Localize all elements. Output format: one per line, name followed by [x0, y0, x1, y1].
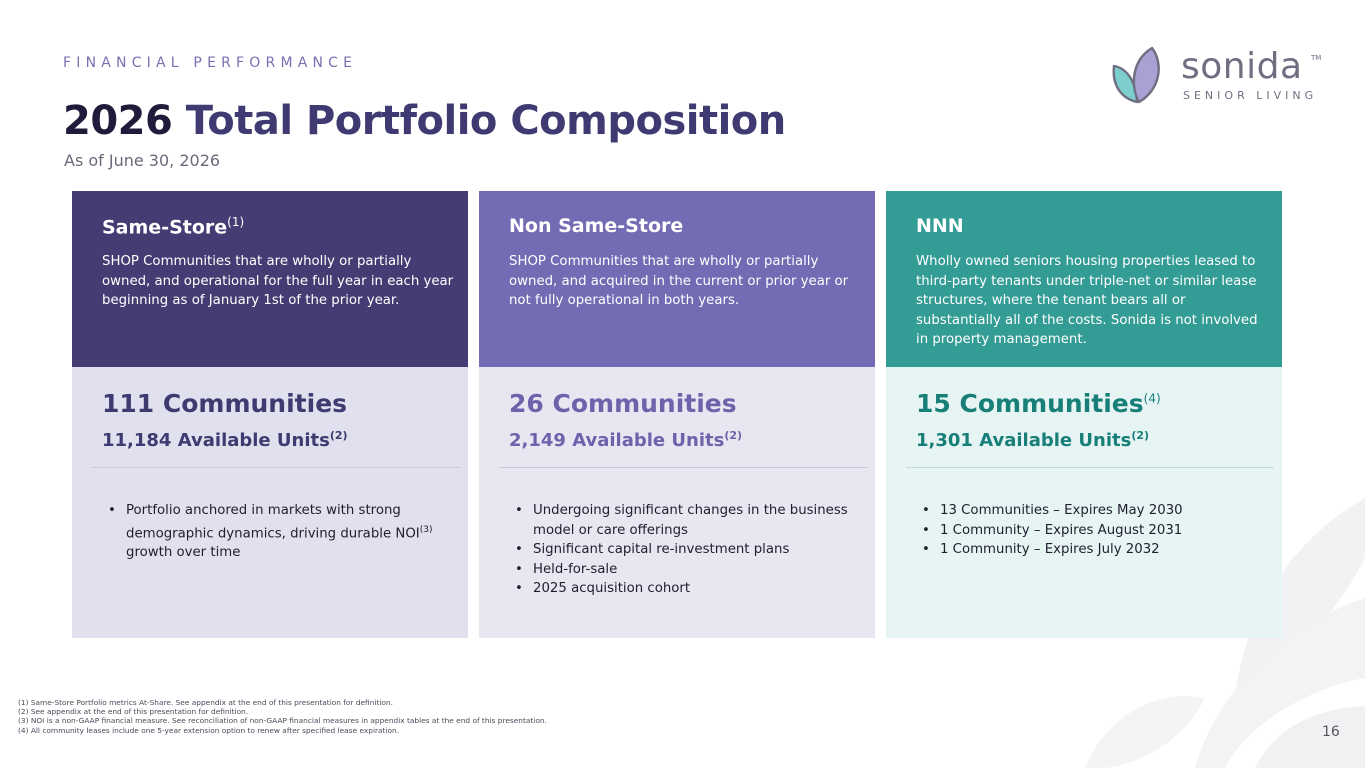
- units-footnote-ref: (2): [724, 429, 743, 442]
- bullet-list: [108, 501, 448, 563]
- list-item: • 1 Community – Expires August 2031: [922, 521, 1262, 541]
- card-title-text: NNN: [916, 215, 964, 237]
- list-item: • 13 Communities – Expires May 2030: [922, 501, 1262, 521]
- communities-count: [509, 389, 737, 418]
- card-header: [886, 191, 1282, 367]
- footnote: (3) NOI is a non-GAAP financial measure. See reconciliation of non-GAAP financial measures in appendix tables at the end of this presentation.: [18, 716, 547, 726]
- card-title-text: Non Same-Store: [509, 215, 684, 237]
- butterfly-logo-icon: [1108, 44, 1170, 106]
- units-text: 11,184 Available Units: [102, 430, 330, 451]
- page-subtitle: As of June 30, 2026: [64, 151, 221, 170]
- available-units: [916, 429, 1149, 451]
- units-footnote-ref: (2): [329, 429, 348, 442]
- list-item: • 1 Community – Expires July 2032: [922, 540, 1262, 560]
- card-header: [72, 191, 468, 367]
- units-footnote-ref: (2): [1131, 429, 1150, 442]
- bullet-list: [922, 501, 1262, 560]
- sonida-logo: [1108, 44, 1323, 108]
- communities-text: 26 Communities: [509, 389, 737, 418]
- units-text: 1,301 Available Units: [916, 430, 1132, 451]
- divider: [906, 467, 1274, 468]
- list-item: [108, 501, 448, 563]
- communities-footnote-ref: (4): [1143, 391, 1161, 406]
- title-footnote-ref: (1): [227, 215, 245, 229]
- non-same-store-card: [479, 191, 875, 638]
- card-description: Wholly owned seniors housing properties leased to third-party tenants under triple-net or similar lease structures, where the tenant bears all or substantially all of the costs. Sonida is not involved in property management.: [916, 254, 1258, 347]
- card-title: [509, 215, 683, 237]
- list-item: • Significant capital re-investment plans: [515, 540, 855, 560]
- bullet-text: Portfolio anchored in markets with strong demographic dynamics, driving durable NOI: [126, 503, 420, 541]
- communities-count: [102, 389, 347, 418]
- available-units: [509, 429, 742, 451]
- card-title: [916, 215, 964, 237]
- card-description: SHOP Communities that are wholly or partially owned, and operational for the full year in each year beginning as of January 1st of the prior year.: [102, 254, 454, 308]
- card-body: [479, 367, 875, 638]
- logo-tagline: SENIOR LIVING: [1183, 89, 1318, 102]
- footnote: (2) See appendix at the end of this presentation for definition.: [18, 707, 249, 717]
- logo-trademark: TM: [1311, 54, 1322, 62]
- available-units: [102, 429, 348, 451]
- card-description: SHOP Communities that are wholly or partially owned, and acquired in the current or prior year or not fully operational in both years.: [509, 254, 849, 308]
- bullet-list: [515, 501, 855, 599]
- list-item: • 2025 acquisition cohort: [515, 579, 855, 599]
- card-header: [479, 191, 875, 367]
- units-text: 2,149 Available Units: [509, 430, 725, 451]
- bullet-footnote-ref: (3): [419, 524, 433, 535]
- section-eyebrow: FINANCIAL PERFORMANCE: [63, 55, 358, 71]
- logo-wordmark: sonida: [1181, 46, 1303, 87]
- list-item: • Held-for-sale: [515, 560, 855, 580]
- divider: [92, 467, 460, 468]
- divider: [499, 467, 867, 468]
- same-store-card: [72, 191, 468, 638]
- card-title: [102, 215, 244, 238]
- footnotes: [18, 698, 918, 735]
- title-text: Total Portfolio Composition: [172, 98, 786, 144]
- title-year: 2026: [63, 98, 173, 144]
- card-title-text: Same-Store: [102, 216, 228, 239]
- communities-count: [916, 389, 1161, 418]
- page-number: 16: [1322, 724, 1340, 740]
- communities-text: 111 Communities: [102, 389, 348, 418]
- footnote: (4) All community leases include one 5-year extension option to renew after specified lease expiration.: [18, 725, 400, 735]
- bullet-text-tail: growth over time: [126, 545, 241, 561]
- nnn-card: [886, 191, 1282, 638]
- card-body: [886, 367, 1282, 638]
- card-body: [72, 367, 468, 638]
- communities-text: 15 Communities: [916, 389, 1144, 418]
- footnote: (1) Same-Store Portfolio metrics At-Share. See appendix at the end of this presentation for definition.: [18, 698, 393, 707]
- list-item: • Undergoing significant changes in the business model or care offerings: [515, 501, 855, 540]
- page-title: [63, 98, 786, 144]
